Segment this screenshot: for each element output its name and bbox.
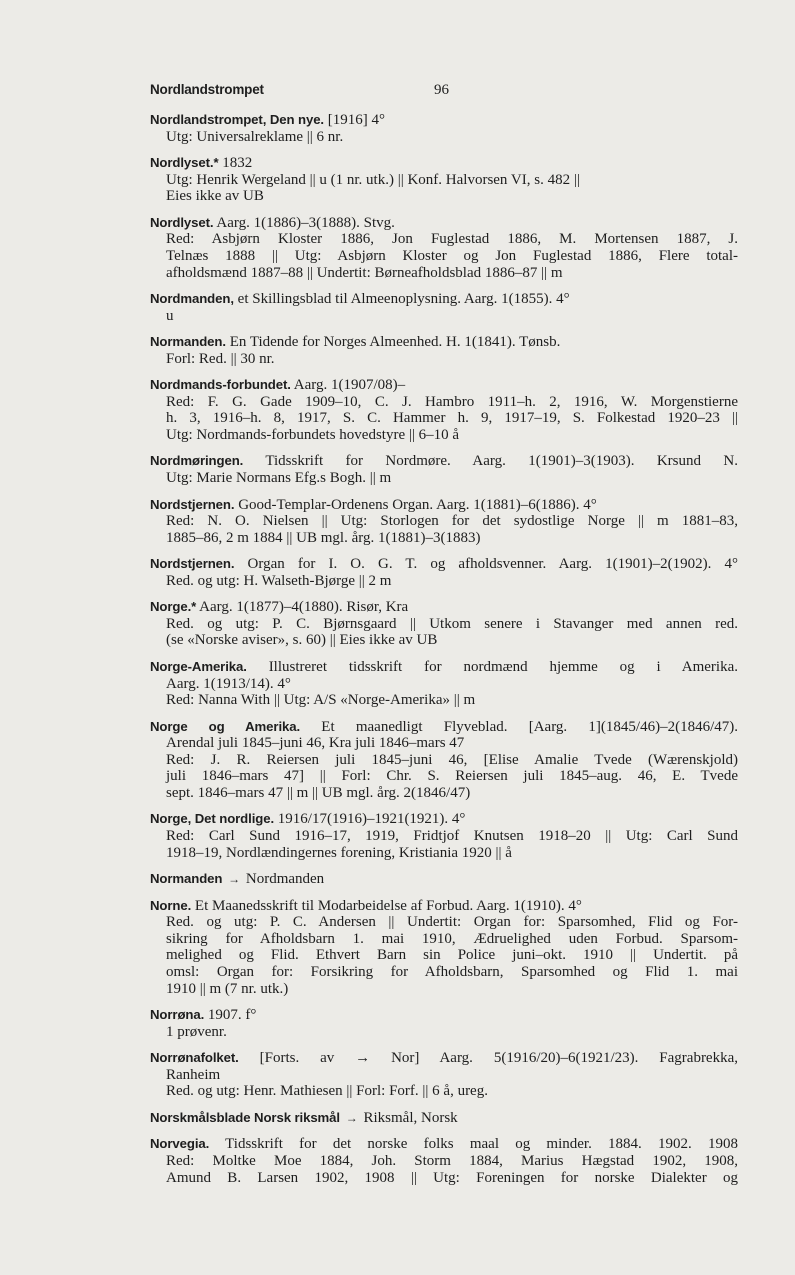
entry-line xyxy=(150,1136,738,1153)
entry-text: Utg: Henrik Wergeland || u (1 nr. utk.) || Konf. Halvorsen VI, s. 482 || xyxy=(166,171,580,188)
entry-line xyxy=(150,735,738,752)
entry-text: u xyxy=(166,307,174,324)
catalog-entry xyxy=(150,291,738,324)
entry-text: 1907. f° xyxy=(204,1007,257,1024)
catalog-entry xyxy=(150,811,738,861)
entry-text: Et Maanedsskrift til Modarbeidelse af Forbud. Aarg. 1(1910). 4° xyxy=(191,897,582,914)
entry-headword: Norskmålsblade Norsk riksmål xyxy=(150,1109,340,1125)
entry-text: h. 3, 1916–h. 8, 1917, S. C. Hammer h. 9, 1917–19, S. Folkestad 1920–23 || xyxy=(166,410,738,427)
entry-line xyxy=(150,1050,738,1067)
catalog-entry xyxy=(150,453,738,486)
entry-line xyxy=(150,351,738,368)
catalog-entry xyxy=(150,556,738,589)
page-header xyxy=(150,82,750,104)
page-number: 96 xyxy=(434,82,449,98)
catalog-entry xyxy=(150,1007,738,1040)
entry-text: Nordmanden xyxy=(245,871,325,888)
entry-headword: Norne. xyxy=(150,897,192,913)
entry-line xyxy=(150,931,738,948)
catalog-entry xyxy=(150,719,738,802)
entry-text: Red: Asbjørn Kloster 1886, Jon Fuglestad 1886, M. Mortensen 1887, J. xyxy=(166,231,738,248)
entry-text: Utg: Marie Normans Efg.s Bogh. || m xyxy=(166,470,392,487)
entry-headword: Nordmands-forbundet. xyxy=(150,377,291,393)
entry-line xyxy=(150,1083,738,1100)
catalog-entry xyxy=(150,112,738,145)
entry-text: 1885–86, 2 m 1884 || UB mgl. årg. 1(1881)–3(1883) xyxy=(166,529,481,546)
catalog-entry xyxy=(150,215,738,281)
catalog-entry xyxy=(150,898,738,998)
entry-headword: Norrønafolket. xyxy=(150,1050,239,1066)
entry-line xyxy=(150,719,738,736)
entry-text: Red. og utg: H. Walseth-Bjørge || 2 m xyxy=(166,572,392,589)
entry-line xyxy=(150,231,738,248)
catalog-entry xyxy=(150,1110,738,1127)
entry-line xyxy=(150,845,738,862)
entry-text: Ranheim xyxy=(166,1066,221,1083)
entry-headword: Norrøna. xyxy=(150,1007,205,1023)
entry-text: sikring for Afholdsbarn 1. mai 1910, Ædruelighed uden Forbud. Sparsom- xyxy=(166,930,738,947)
entry-headword: Nordmanden, xyxy=(150,291,234,307)
entry-line xyxy=(150,1153,738,1170)
entry-text: 1910 || m (7 nr. utk.) xyxy=(166,980,289,997)
entry-line xyxy=(150,215,738,232)
entry-line xyxy=(150,964,738,981)
catalog-entry xyxy=(150,497,738,547)
entry-text: 1916/17(1916)–1921(1921). 4° xyxy=(274,811,466,828)
entry-text: Organ for I. O. G. T. og afholdsvenner. Aarg. 1(1901)–2(1902). 4° xyxy=(234,556,738,573)
entry-text: juli 1846–mars 47] || Forl: Chr. S. Reiersen juli 1845–aug. 46, E. Tvede xyxy=(166,768,738,785)
entry-text: Illustreret tidsskrift for nordmænd hjemme og i Amerika. xyxy=(246,658,738,675)
entry-line xyxy=(150,188,738,205)
entry-line xyxy=(150,828,738,845)
entry-line xyxy=(150,248,738,265)
entry-line xyxy=(150,659,738,676)
entry-headword: Norge, Det nordlige. xyxy=(150,811,275,827)
entry-line xyxy=(150,768,738,785)
entry-line xyxy=(150,394,738,411)
entry-text: Red: Carl Sund 1916–17, 1919, Fridtjof Knutsen 1918–20 || Utg: Carl Sund xyxy=(166,828,738,845)
entry-text: Aarg. 1(1907/08)– xyxy=(290,377,406,394)
entry-line xyxy=(150,616,738,633)
entry-line xyxy=(150,453,738,470)
catalog-entry xyxy=(150,599,738,649)
entry-text: Utg: Universalreklame || 6 nr. xyxy=(166,128,344,145)
entry-text: [1916] 4° xyxy=(324,112,385,128)
catalog-entry xyxy=(150,871,738,888)
entry-line xyxy=(150,470,738,487)
entry-text: Riksmål, Norsk xyxy=(363,1109,458,1126)
entry-headword: Norge-Amerika. xyxy=(150,658,247,674)
entry-headword: Nordlyset.* xyxy=(150,155,219,171)
entry-text: 1918–19, Nordlændingernes forening, Kristiania 1920 || å xyxy=(166,844,512,861)
entry-line xyxy=(150,556,738,573)
entry-list xyxy=(150,112,738,1196)
entry-text: En Tidende for Norges Almeenhed. H. 1(1841). Tønsb. xyxy=(225,334,561,351)
entry-line xyxy=(150,334,738,351)
entry-text: Red: F. G. Gade 1909–10, C. J. Hambro 1911–h. 2, 1916, W. Morgenstierne xyxy=(166,393,738,410)
entry-text: sept. 1846–mars 47 || m || UB mgl. årg. 2(1846/47) xyxy=(166,784,471,801)
entry-text: Et maanedligt Flyveblad. [Aarg. 1](1845/46)–2(1846/47). xyxy=(300,718,738,735)
entry-line xyxy=(150,410,738,427)
entry-line xyxy=(150,291,738,308)
entry-line xyxy=(150,497,738,514)
entry-text: 1832 xyxy=(218,155,253,172)
catalog-entry xyxy=(150,377,738,443)
entry-line xyxy=(150,981,738,998)
entry-line xyxy=(150,1007,738,1024)
entry-headword: Normanden xyxy=(150,871,223,887)
entry-line xyxy=(150,599,738,616)
entry-text: (se «Norske aviser», s. 60) || Eies ikke av UB xyxy=(166,632,438,649)
entry-text: 1 prøvenr. xyxy=(166,1023,227,1040)
entry-text: omsl: Organ for: Forsikring for Afholdsbarn, Sparsomhed og Flid 1. mai xyxy=(166,964,738,980)
entry-headword: Nordmøringen. xyxy=(150,453,244,469)
entry-line xyxy=(150,632,738,649)
entry-text: Aarg. 1(1877)–4(1880). Risør, Kra xyxy=(196,599,409,616)
entry-headword: Nordstjernen. xyxy=(150,556,235,572)
entry-line xyxy=(150,676,738,693)
entry-line xyxy=(150,530,738,547)
entry-line xyxy=(150,811,738,828)
entry-headword: Normanden. xyxy=(150,334,226,350)
entry-text: Red: Moltke Moe 1884, Joh. Storm 1884, Marius Hægstad 1902, 1908, xyxy=(166,1152,738,1169)
see-reference-arrow-icon: → xyxy=(345,1110,358,1125)
entry-line xyxy=(150,1024,738,1041)
entry-text: Amund B. Larsen 1902, 1908 || Utg: Foreningen for norske Dialekter og xyxy=(166,1169,738,1186)
entry-text: Red. og utg: P. C. Andersen || Undertit: Organ for: Sparsomhed, Flid og For- xyxy=(166,914,738,931)
entry-text: [Forts. av → Nor] Aarg. 5(1916/20)–6(1921/23). Fagrabrekka, xyxy=(238,1050,738,1067)
entry-line xyxy=(150,308,738,325)
entry-text: Red: N. O. Nielsen || Utg: Storlogen for det sydostlige Norge || m 1881–83, xyxy=(166,513,738,530)
entry-line xyxy=(150,1110,738,1127)
entry-line xyxy=(150,377,738,394)
entry-text: Good-Templar-Ordenens Organ. Aarg. 1(1881)–6(1886). 4° xyxy=(234,496,597,513)
entry-text: Tidsskrift for det norske folks maal og minder. 1884. 1902. 1908 xyxy=(209,1136,738,1153)
catalog-entry xyxy=(150,1050,738,1100)
entry-line xyxy=(150,172,738,189)
see-reference-arrow-icon: → xyxy=(228,872,241,887)
entry-text: Aarg. 1(1913/14). 4° xyxy=(166,675,291,692)
entry-text: melighed og Flid. Ethvert Barn sin Police juni–okt. 1910 || Undertit. på xyxy=(166,947,738,964)
entry-headword: Nordlyset. xyxy=(150,214,214,230)
entry-line xyxy=(150,1170,738,1187)
entry-text: Forl: Red. || 30 nr. xyxy=(166,350,275,367)
entry-text: Red: J. R. Reiersen juli 1845–juni 46, [Elise Amalie Tvede (Wærenskjold) xyxy=(166,751,738,768)
entry-line xyxy=(150,871,738,888)
entry-line xyxy=(150,785,738,802)
entry-text: Red. og utg: Henr. Mathiesen || Forl: Forf. || 6 å, ureg. xyxy=(166,1083,488,1100)
entry-line xyxy=(150,427,738,444)
entry-text: Red: Nanna With || Utg: A/S «Norge-Amerika» || m xyxy=(166,692,476,709)
entry-text: Tidsskrift for Nordmøre. Aarg. 1(1901)–3(1903). Krsund N. xyxy=(243,453,738,470)
entry-text: Red. og utg: P. C. Bjørnsgaard || Utkom senere i Stavanger med annen red. xyxy=(166,615,738,632)
entry-line xyxy=(150,752,738,769)
entry-text: Telnæs 1888 || Utg: Asbjørn Kloster og Jon Fuglestad 1886, Flere total- xyxy=(166,247,738,264)
entry-line xyxy=(150,155,738,172)
entry-text: Eies ikke av UB xyxy=(166,188,264,205)
catalog-entry xyxy=(150,659,738,709)
catalog-entry xyxy=(150,334,738,367)
entry-line xyxy=(150,914,738,931)
entry-text: et Skillingsblad til Almeenoplysning. Aarg. 1(1855). 4° xyxy=(233,291,570,308)
entry-text: Aarg. 1(1886)–3(1888). Stvg. xyxy=(213,214,395,231)
entry-headword: Norge og Amerika. xyxy=(150,718,301,734)
entry-line xyxy=(150,265,738,282)
entry-text: Utg: Nordmands-forbundets hovedstyre || 6–10 å xyxy=(166,426,460,443)
entry-headword: Norvegia. xyxy=(150,1136,210,1152)
entry-line xyxy=(150,513,738,530)
entry-headword: Nordlandstrompet, Den nye. xyxy=(150,112,324,127)
entry-line xyxy=(150,692,738,709)
entry-line xyxy=(150,573,738,590)
entry-line xyxy=(150,129,738,146)
catalog-entry xyxy=(150,155,738,205)
entry-headword: Nordstjernen. xyxy=(150,496,235,512)
entry-text: afholdsmænd 1887–88 || Undertit: Børneafholdsblad 1886–87 || m xyxy=(166,264,563,281)
entry-line xyxy=(150,1067,738,1084)
entry-text: Arendal juli 1845–juni 46, Kra juli 1846–mars 47 xyxy=(166,735,465,752)
entry-line xyxy=(150,898,738,915)
entry-headword: Norge.* xyxy=(150,599,197,615)
running-head: Nordlandstrompet xyxy=(150,82,264,97)
catalog-entry xyxy=(150,1136,738,1186)
entry-line xyxy=(150,947,738,964)
entry-line xyxy=(150,112,738,129)
